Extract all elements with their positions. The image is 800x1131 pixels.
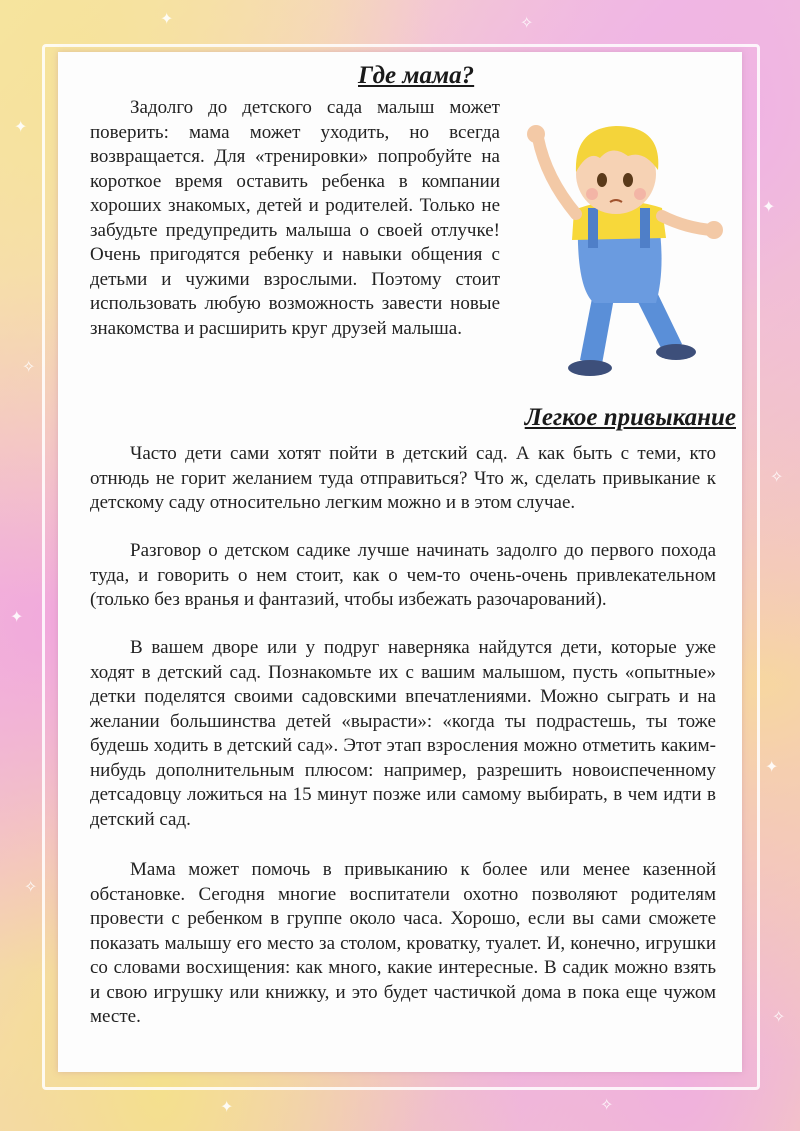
sparkle-icon: ✦ <box>10 609 24 626</box>
sparkle-icon: ✦ <box>14 119 28 136</box>
sparkle-icon: ✧ <box>770 469 784 486</box>
cartoon-boy-illustration <box>516 98 726 378</box>
sparkle-icon: ✦ <box>762 199 776 216</box>
sparkle-icon: ✧ <box>22 359 36 376</box>
sparkle-icon: ✧ <box>772 1009 786 1026</box>
sparkle-icon: ✦ <box>765 759 779 776</box>
sparkle-icon: ✦ <box>220 1099 234 1116</box>
sparkle-icon: ✧ <box>24 879 38 896</box>
section-title-where-is-mom: Где мама? <box>358 62 475 89</box>
paragraph-adaptation-1: Часто дети сами хотят пойти в детский сад. А как быть с теми, кто отнюдь не горит желанием туда отправиться? Что ж, сделать привыкание к детскому саду относительно легким можно и в этом случае. <box>90 443 716 513</box>
paragraph-adaptation-4: Мама может помочь в привыканию к более или менее казенной обстановке. Сегодня многие воспитатели охотно позволяют родителям провести с ребенком в группе около часа. Хорошо, если вы сами сможете показать малышу его место за столом, кроватку, туалет. И, конечно, игрушки со словами восхищения: как много, какие интересные. В садик можно взять и свою игрушку или книжку, и это будет частичкой дома в пока еще чужом месте. <box>90 859 716 1027</box>
sparkle-icon: ✧ <box>520 15 534 32</box>
paragraph-adaptation-3: В вашем дворе или у подруг наверняка найдутся дети, которые уже ходят в детский сад. Познакомьте их с вашим малышом, пусть «опытные» детки поделятся своими садовскими впечатлениями. Можно сыграть и на желании большинства детей «вырасти»: «когда ты подрастешь, ты тоже будешь ходить в детский сад». Этот этап взросления можно отметить каким-нибудь дополнительным плюсом: например, разрешить новоиспеченному детсадовцу ложиться на 15 минут позже или самому выбирать, в чем идти в детский сад. <box>90 637 716 830</box>
paragraph-adaptation-2: Разговор о детском садике лучше начинать задолго до первого похода туда, и говорить о нем стоит, как о чем-то очень-очень привлекательном (только без вранья и фантазий, чтобы избежать разочарований). <box>90 540 716 610</box>
sparkle-icon: ✧ <box>600 1097 614 1114</box>
section-title-easy-adaptation: Легкое привыкание <box>524 404 736 431</box>
page-sheet <box>58 52 742 1072</box>
paragraph-where-is-mom: Задолго до детского сада малыш может поверить: мама может уходить, но всегда возвращается. Для «тренировки» попробуйте на короткое время оставить ребенка в компании хороших знакомых, детей и родителей. Только не забудьте предупредить малыша о своей отлучке! Очень пригодятся ребенку и навыки общения с детьми и чужими взрослыми. Поэтому стоит использовать любую возможность завести новые знакомства и расширить круг друзей малыша. <box>90 97 500 339</box>
sparkle-icon: ✦ <box>160 11 174 28</box>
